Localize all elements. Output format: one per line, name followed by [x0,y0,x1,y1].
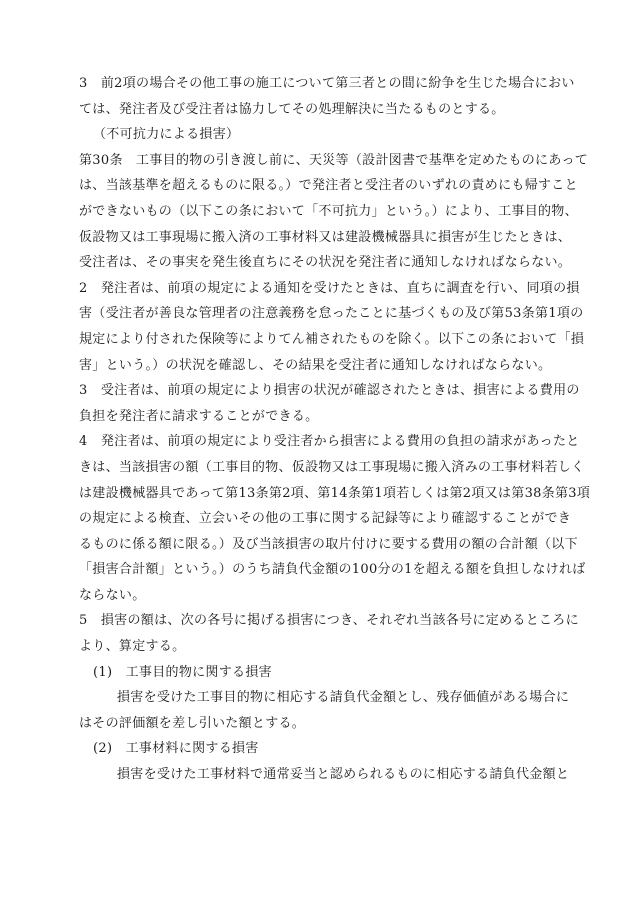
clause-3-line-1: 3 受注者は、前項の規定により損害の状況が確認されたときは、損害による費用の [79,383,580,399]
document-page [79,71,591,788]
clause-5-line-1: 5 損害の額は、次の各号に掲げる損害につき、それぞれ当該各号に定めるところに [79,613,579,629]
clause-2-line-1: 2 発注者は、前項の規定による通知を受けたときは、直ちに調査を行い、同項の損 [79,280,580,296]
item-2-title: (2) 工事材料に関する損害 [93,741,259,757]
section-heading: （不可抗力による損害） [93,127,240,143]
article-30-line-5: 受注者は、その事実を発生後直ちにその状況を発注者に通知しなければならない。 [79,255,572,271]
article-30-line-4: 仮設物又は工事現場に搬入済の工事材料又は建設機械器具に損害が生じたときは、 [79,229,572,245]
item-2-body-line-1: 損害を受けた工事材料で通常妥当と認められるものに相応する請負代金額と [117,767,570,783]
clause-4-line-1: 4 発注者は、前項の規定により受注者から損害による費用の負担の請求があったと [79,434,580,450]
clause-2-line-2: 害（受注者が善良な管理者の注意義務を怠ったことに基づくもの及び第53条第1項の [79,306,584,322]
item-1-title: (1) 工事目的物に関する損害 [93,664,272,680]
clause-5-line-2: より、算定する。 [79,639,186,655]
clause-4-line-2: きは、当該損害の額（工事目的物、仮設物又は工事現場に搬入済みの工事材料若しく [79,459,585,475]
article-30-line-2: は、当該基準を超えるものに限る。）で発注者と受注者のいずれの責めにも帰すこと [79,178,578,194]
article-30-line-1: 第30条 工事目的物の引き渡し前に、天災等（設計図書で基準を定めたものにあって [79,152,589,168]
paragraph-3-line-2: ては、発注者及び受注者は協力してその処理解決に当たるものとする。 [79,101,505,117]
item-1-body-line-2: はその評価額を差し引いた額とする。 [79,715,306,731]
item-1-body-line-1: 損害を受けた工事目的物に相応する請負代金額とし、残存価値がある場合に [117,690,570,706]
clause-4-line-3: は建設機械器具であって第13条第2項、第14条第1項若しくは第2項又は第38条第3項 [79,485,591,501]
article-30-line-3: ができないもの（以下この条において「不可抗力」という。）により、工事目的物、 [79,203,578,219]
clause-4-line-7: ならない。 [79,587,146,603]
clause-4-line-6: 「損害合計額」という。）のうち請負代金額の100分の1を超える額を負担しなければ [79,562,586,578]
clause-4-line-5: るものに係る額に限る。）及び当該損害の取片付けに要する費用の額の合計額（以下 [79,536,578,552]
clause-2-line-3: 規定により付された保険等によりてん補されたものを除く。以下この条において「損 [79,331,585,347]
clause-3-line-2: 負担を発注者に請求することができる。 [79,408,319,424]
clause-2-line-4: 害」という。）の状況を確認し、その結果を受注者に通知しなければならない。 [79,357,552,373]
paragraph-3-line-1: 3 前2項の場合その他工事の施工について第三者との間に紛争を生じた場合におい [79,76,575,91]
clause-4-line-4: の規定による検査、立会いその他の工事に関する記録等により確認することができ [79,511,572,527]
